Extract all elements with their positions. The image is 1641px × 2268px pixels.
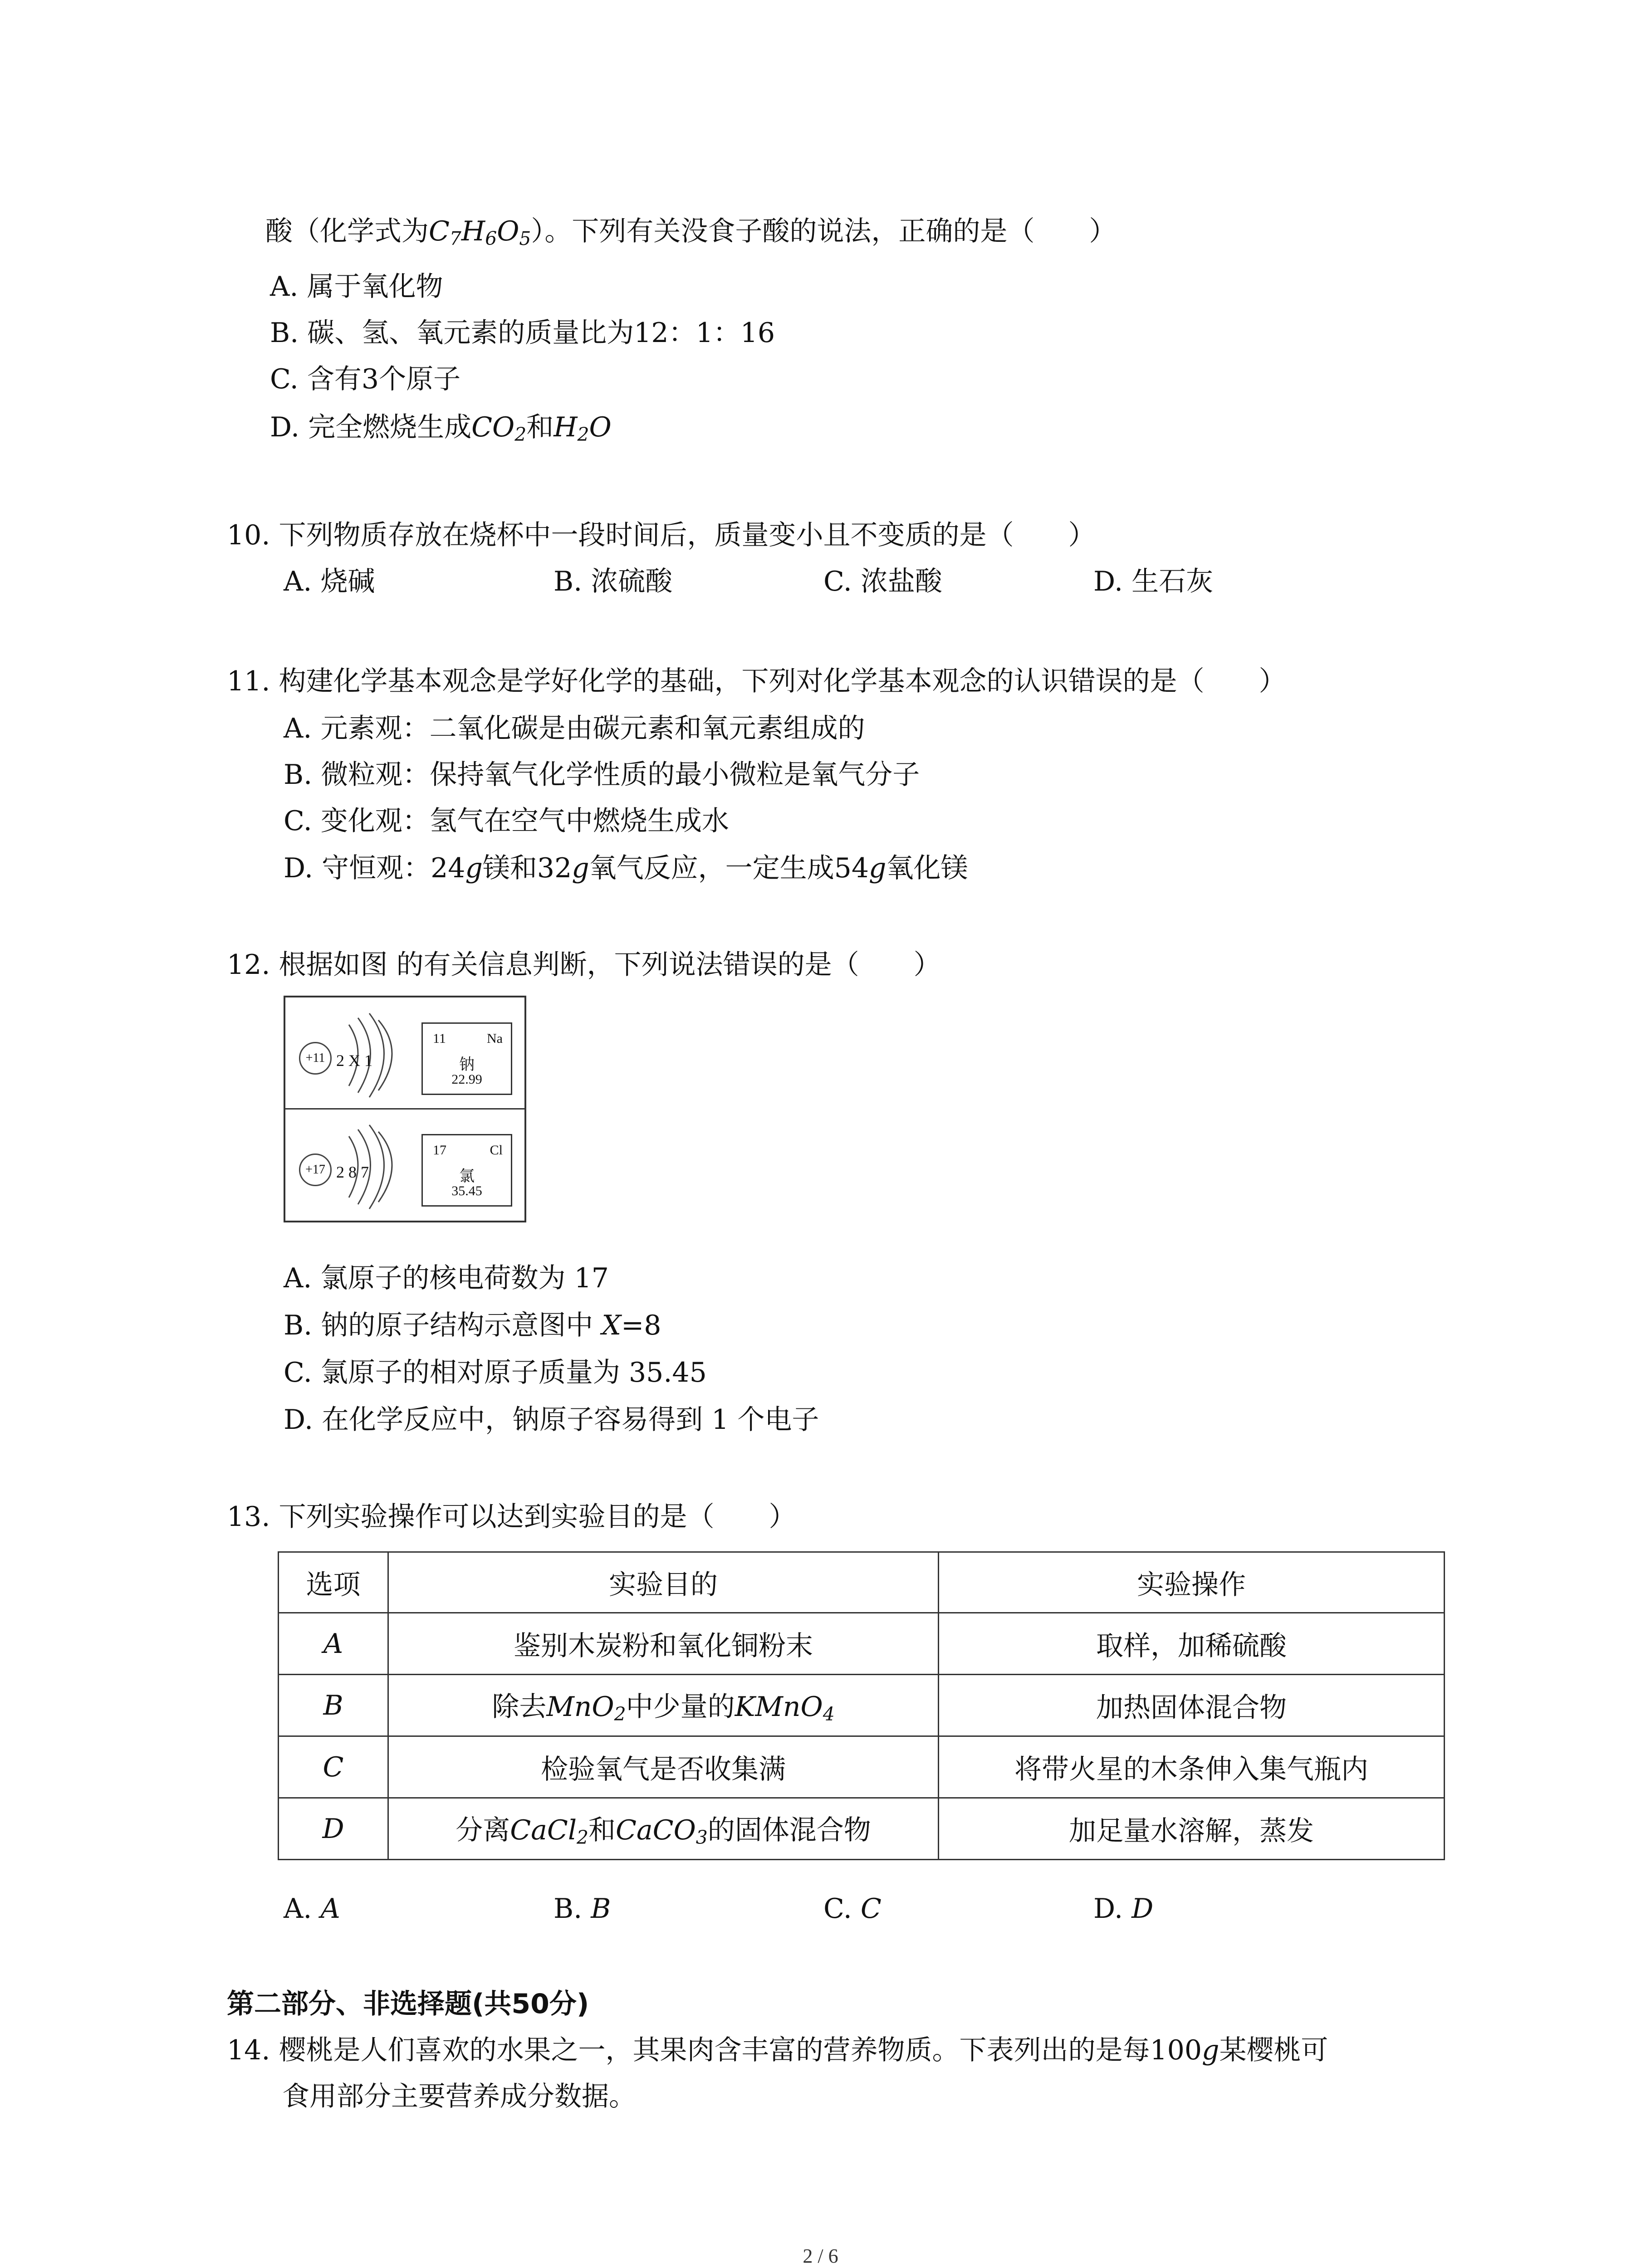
q12-option-d: D. 在化学反应中，钠原子容易得到 1 个电子 <box>284 1404 819 1436</box>
page-number: 2 / 6 <box>803 2245 838 2267</box>
q13-option-c: C. C <box>823 1893 882 1925</box>
q10-option-b: B. 浓硫酸 <box>554 566 673 597</box>
table-cell-operation: 加热固体混合物 <box>939 1675 1445 1736</box>
q11-option-d: D. 守恒观：24g镁和32g氧气反应，一定生成54g氧化镁 <box>284 852 968 884</box>
sodium-nucleus: +11 <box>299 1042 332 1075</box>
q9-option-a: A. 属于氧化物 <box>270 271 443 303</box>
part2-title: 第二部分、非选择题(共50分) <box>227 1988 589 2020</box>
q13-option-d: D. D <box>1093 1893 1154 1925</box>
q11-stem: 11. 构建化学基本观念是学好化学的基础，下列对化学基本观念的认识错误的是（ ） <box>227 665 1286 697</box>
q13-option-b: B. B <box>554 1893 611 1925</box>
q10-stem: 10. 下列物质存放在烧杯中一段时间后，质量变小且不变质的是（ ） <box>227 519 1096 551</box>
table-cell-operation: 将带火星的木条伸入集气瓶内 <box>939 1736 1445 1798</box>
sodium-cell <box>285 997 524 1110</box>
sodium-element-card: 11 Na 钠 22.99 <box>421 1022 512 1095</box>
table-cell-operation: 取样，加稀硫酸 <box>939 1613 1445 1675</box>
table-cell-option: A <box>279 1613 388 1675</box>
q10-option-a: A. 烧碱 <box>284 566 375 597</box>
table-header: 实验目的 <box>388 1552 939 1613</box>
table-cell-option: D <box>279 1798 388 1860</box>
table-header: 选项 <box>279 1552 388 1613</box>
q10-option-c: C. 浓盐酸 <box>823 566 942 597</box>
table-row <box>279 1675 1445 1736</box>
q10-option-d: D. 生石灰 <box>1093 566 1214 597</box>
table-cell-goal: 除去MnO$_2$中少量的KMnO$_4$ <box>388 1675 939 1736</box>
q13-option-a: A. A <box>284 1893 340 1925</box>
table-header-row <box>279 1552 1445 1613</box>
q12-stem: 12. 根据如图 的有关信息判断，下列说法错误的是（ ） <box>227 949 941 981</box>
q13-stem: 13. 下列实验操作可以达到实验目的是（ ） <box>227 1501 796 1533</box>
q9-option-d: D. 完全燃烧生成$CO_2$和$H_2O$ <box>270 411 612 446</box>
table-cell-option: C <box>279 1736 388 1798</box>
q9-option-b: B. 碳、氢、氧元素的质量比为12：1：16 <box>270 317 775 349</box>
chlorine-element-card: 17 Cl 氯 35.45 <box>421 1134 512 1207</box>
table-header: 实验操作 <box>939 1552 1445 1613</box>
q11-option-b: B. 微粒观：保持氧气化学性质的最小微粒是氧气分子 <box>284 759 920 791</box>
q9-formula: $C_7H_6O_5$ <box>429 215 531 250</box>
q9-stem: 酸（化学式为$C_7H_6O_5$）。下列有关没食子酸的说法，正确的是（ ） <box>265 215 1117 250</box>
table-row <box>279 1736 1445 1798</box>
sodium-shells: 2 X 1 <box>336 1051 372 1070</box>
q12-option-a: A. 氯原子的核电荷数为 17 <box>284 1262 609 1294</box>
q11-option-a: A. 元素观：二氧化碳是由碳元素和氧元素组成的 <box>284 713 865 744</box>
q14-line1: 14. 樱桃是人们喜欢的水果之一，其果肉含丰富的营养物质。下表列出的是每100g某樱桃可 <box>227 2034 1328 2066</box>
table-row <box>279 1613 1445 1675</box>
q14-line2: 食用部分主要营养成分数据。 <box>282 2081 636 2112</box>
table-cell-goal: 鉴别木炭粉和氧化铜粉末 <box>388 1613 939 1675</box>
chlorine-cell <box>285 1109 524 1220</box>
chlorine-nucleus: +17 <box>299 1154 332 1186</box>
atom-structure-figure <box>284 996 526 1222</box>
experiment-table <box>278 1551 1445 1860</box>
q9-option-c: C. 含有3个原子 <box>270 363 461 395</box>
table-cell-goal: 检验氧气是否收集满 <box>388 1736 939 1798</box>
table-row <box>279 1798 1445 1860</box>
q12-option-c: C. 氯原子的相对原子质量为 35.45 <box>284 1357 707 1388</box>
q11-option-c: C. 变化观：氢气在空气中燃烧生成水 <box>284 805 729 837</box>
electron-shell-arcs <box>317 1118 426 1213</box>
table-cell-option: B <box>279 1675 388 1736</box>
table-cell-operation: 加足量水溶解，蒸发 <box>939 1798 1445 1860</box>
q12-option-b: B. 钠的原子结构示意图中 X=8 <box>284 1310 661 1341</box>
table-cell-goal: 分离CaCl$_2$和CaCO$_3$的固体混合物 <box>388 1798 939 1860</box>
chlorine-shells: 2 8 7 <box>336 1163 369 1181</box>
